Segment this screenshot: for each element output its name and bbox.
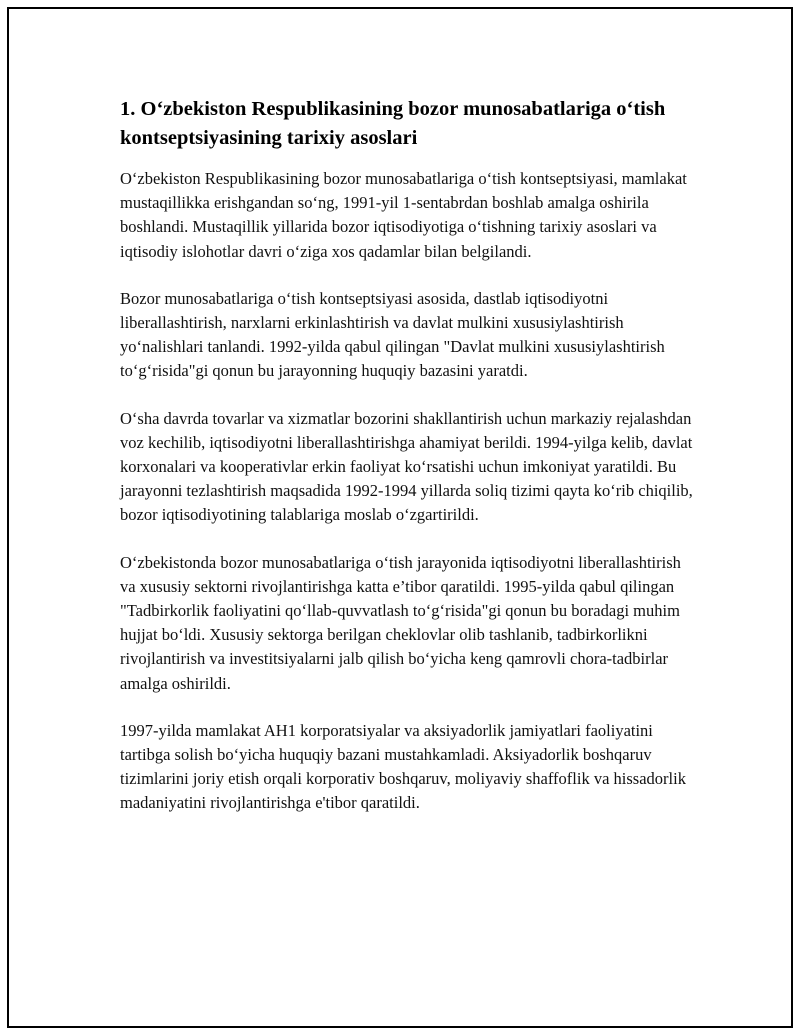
paragraph-5: 1997-yilda mamlakat AH1 korporatsiyalar va aksiyadorlik jamiyatlari faoliyatini tartibga solish bo‘yicha huquqiy bazani mustahkamladi. Aksiyadorlik boshqaruv tizimlarini joriy etish orqali korporativ boshqaruv, moliyaviy shaffoflik va hissadorlik madaniyatini rivojlantirishga e'tibor qaratildi.: [120, 720, 686, 813]
paragraph-4: O‘zbekistonda bozor munosabatlariga o‘tish jarayonida iqtisodiyotni liberallashtirish va xususiy sektorni rivojlantirishga katta e’tibor qaratildi. 1995-yilda qabul qilingan "Tadbirkorlik faoliyatini qo‘llab-quvvatlash to‘g‘risida"gi qonun bu boradagi muhim hujjat bo‘ldi. Xususiy sektorga berilgan cheklovlar olib tashlanib, tadbirkorlikni rivojlantirish va investitsiyalarni jalb qilish bo‘yicha keng qamrovli chora-tadbirlar amalga oshirildi.: [120, 552, 681, 693]
page-frame: [7, 7, 793, 1028]
paragraph-3: O‘sha davrda tovarlar va xizmatlar bozorini shakllantirish uchun markaziy rejalashdan voz kechilib, iqtisodiyotni liberallashtirishga ahamiyat berildi. 1994-yilga kelib, davlat korxonalari va kooperativlar erkin faoliyat ko‘rsatishi uchun imkoniyat yaratildi. Bu jarayonni tezlashtirish maqsadida 1992-1994 yillarda soliq tizimi qayta ko‘rib chiqilib, bozor iqtisodiyotining talablariga moslab o‘zgartirildi.: [120, 408, 693, 525]
section-heading: 1. O‘zbekiston Respublikasining bozor munosabatlariga o‘tish kontseptsiyasining tarixiy asoslari: [120, 98, 666, 149]
paragraph-1: O‘zbekiston Respublikasining bozor munosabatlariga o‘tish kontseptsiyasi, mamlakat mustaqillikka erishgandan so‘ng, 1991-yil 1-sentabrdan boshlab amalga oshirila boshlandi. Mustaqillik yillarida bozor iqtisodiyotiga o‘tishning tarixiy asoslari va iqtisodiy islohotlar davri o‘ziga xos qadamlar bilan belgilandi.: [120, 169, 687, 261]
paragraph-2: Bozor munosabatlariga o‘tish kontseptsiyasi asosida, dastlab iqtisodiyotni liberallashtirish, narxlarni erkinlashtirish va davlat mulkini xususiylashtirish yo‘nalishlari tanlandi. 1992-yilda qabul qilingan "Davlat mulkini xususiylashtirish to‘g‘risida"gi qonun bu jarayonning huquqiy bazasini yaratdi.: [120, 288, 665, 381]
document-body: [120, 95, 700, 839]
